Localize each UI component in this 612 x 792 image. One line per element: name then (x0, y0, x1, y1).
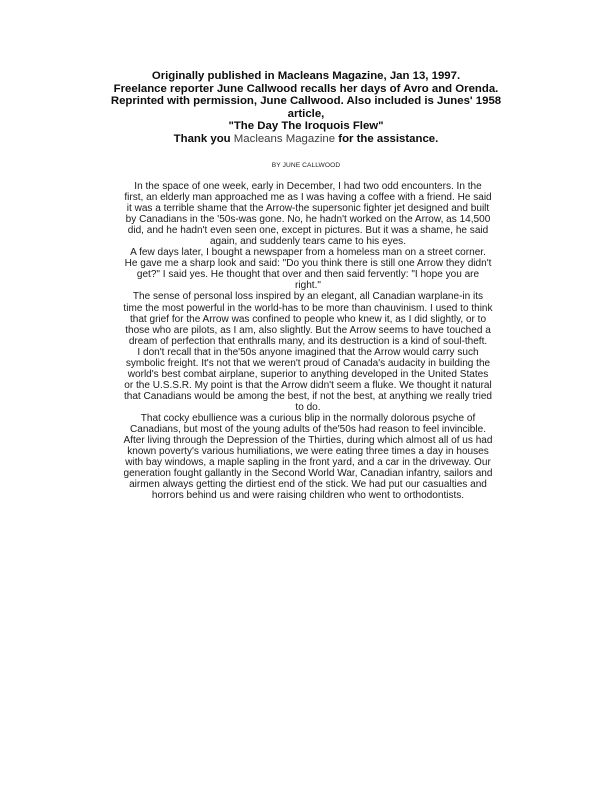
body-line: Canadians, but most of the young adults of the'50s had reason to feel invincible. (129, 424, 487, 436)
body-line: to do. (295, 401, 321, 413)
body-line: symbolic freight. It's not that we weren't proud of Canada's audacity in building the (125, 357, 491, 369)
byline: BY JUNE CALLWOOD (271, 162, 341, 169)
body-line: by Canadians in the '50s-was gone. No, he hadn't worked on the Arrow, as 14,500 (125, 214, 491, 226)
body-line: those who are pilots, as I am, also slightly. But the Arrow seems to have touched a (125, 324, 491, 336)
thanks-prefix: Thank you (173, 132, 234, 145)
article-header (60, 70, 552, 146)
body-line: that Canadians would be among the best, if not the best, at anything we really tried (123, 390, 493, 402)
body-line: That cocky ebullience was a curious blip in the normally dolorous psyche of (140, 412, 476, 424)
body-line: In the space of one week, early in December, I had two odd encounters. In the (134, 181, 482, 192)
magazine-name: Macleans Magazine (233, 132, 336, 145)
header-line-publication: Originally published in Macleans Magazine, Jan 13, 1997. (151, 70, 461, 82)
body-line: did, and he hadn't even seen one, except in pictures. But it was a shame, he said (127, 225, 489, 237)
body-line: or the U.S.S.R. My point is that the Arrow didn't seem a fluke. We thought it natural (124, 379, 492, 391)
body-line: world's best combat airplane, superior to anything developed in the United States (127, 368, 489, 380)
body-line: A few days later, I bought a newspaper from a homeless man on a street corner. (130, 247, 486, 259)
body-line: He gave me a sharp look and said: "Do you think there is still one Arrow they didn't (124, 258, 492, 270)
body-line: After living through the Depression of the Thirties, during which almost all of us had (123, 435, 493, 447)
body-line: with bay windows, a maple sapling in the front yard, and a car in the driveway. Our (125, 457, 491, 469)
header-line-article: article, (287, 107, 325, 120)
thanks-suffix: for the assistance. (335, 132, 439, 145)
body-line: it was a terrible shame that the Arrow-the supersonic fighter jet designed and built (126, 203, 490, 215)
body-line: horrors behind us and were raising children who went to orthodontists. (151, 490, 465, 502)
body-line: get?" I said yes. He thought that over and then said fervently: "I hope you are (136, 269, 480, 281)
header-line-article-title: "The Day The Iroquois Flew" (228, 120, 384, 133)
body-line: I don't recall that in the'50s anyone imagined that the Arrow would carry such (137, 346, 479, 358)
body-line: airmen always getting the dirtiest end of the stick. We had put our casualties and (129, 479, 487, 491)
header-line-thanks (60, 133, 552, 146)
body-line: first, an elderly man approached me as I was having a coffee with a friend. He said (124, 192, 492, 204)
body-line: known poverty's various humiliations, we were eating three times a day in houses (127, 446, 489, 458)
body-line: The sense of personal loss inspired by an elegant, all Canadian warplane-in its (132, 291, 484, 303)
header-line-reprint: Reprinted with permission, June Callwood. Also included is Junes' 1958 (110, 95, 502, 108)
article-body (88, 181, 528, 501)
header-line-reporter: Freelance reporter June Callwood recalls her days of Avro and Orenda. (113, 82, 499, 95)
body-line: generation fought gallantly in the Second World War, Canadian infantry, sailors and (123, 468, 493, 480)
body-line: right." (295, 280, 321, 292)
body-line: dream of perfection that enthralls many, and its destruction is a kind of soul-theft. (128, 335, 488, 347)
body-line: time the most powerful in the world-has to be more than chauvinism. I used to think (123, 302, 493, 314)
body-line: that grief for the Arrow was confined to people who knew it, as I did slightly, or to (129, 313, 487, 325)
body-line: again, and suddenly tears came to his eyes. (209, 236, 407, 248)
